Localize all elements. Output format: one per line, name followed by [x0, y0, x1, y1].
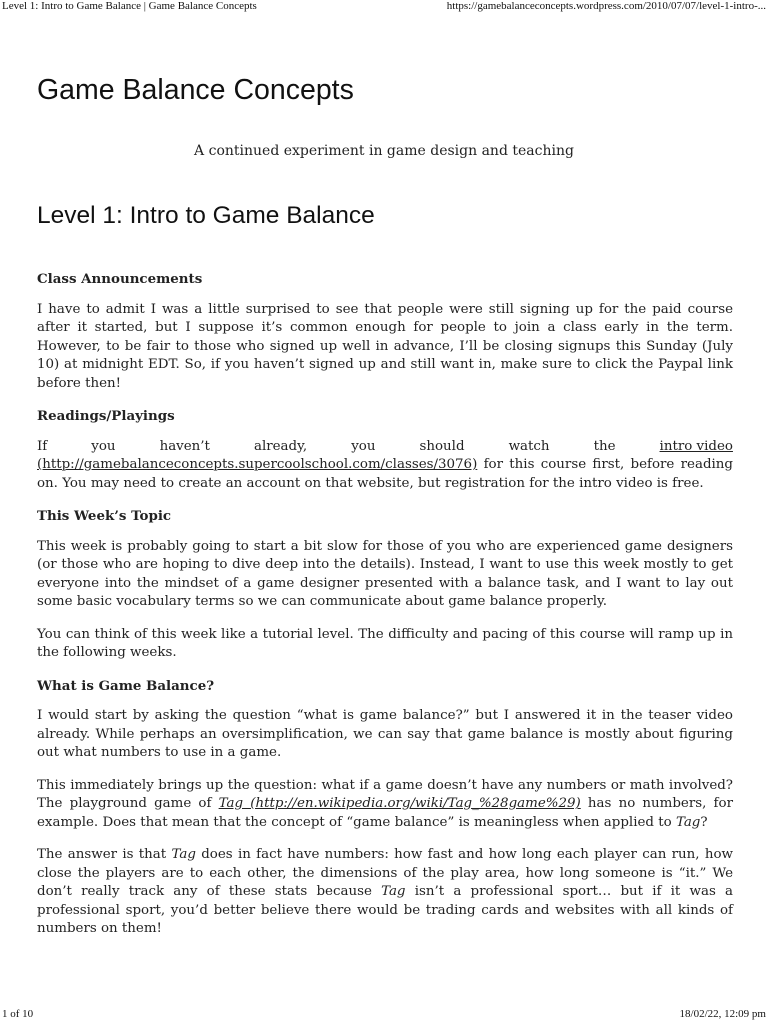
- readings-first-line: If you haven’t already, you should watch the intro video: [37, 438, 733, 457]
- intro-video-link[interactable]: intro video: [659, 438, 733, 454]
- paragraph-topic-2: You can think of this week like a tutorial level. The difficulty and pacing of this course will ramp up in the following weeks.: [37, 626, 733, 660]
- site-title[interactable]: Game Balance Concepts: [37, 74, 354, 106]
- intro-video-url-link[interactable]: (http://gamebalanceconcepts.supercoolschool.com/classes/3076): [37, 457, 478, 472]
- print-timestamp: 18/02/22, 12:09 pm: [679, 1008, 766, 1020]
- heading-readings: Readings/Playings: [37, 408, 175, 424]
- paragraph-whatis-1: I would start by asking the question “what is game balance?” but I answered it in the teaser video already. While perhaps an oversimplification, we can say that game balance is mostly about figuring out what numbers to use in a game.: [37, 708, 733, 760]
- tag-wikipedia-link[interactable]: Tag (http://en.wikipedia.org/wiki/Tag_%28game%29): [218, 796, 581, 811]
- print-header: [0, 0, 768, 14]
- paragraph-announcements: I have to admit I was a little surprised to see that people were still signing up for the paid course after it started, but I suppose it’s common enough for people to join a class early in the term. However, to be fair to those who signed up well in advance, I’ll be closing signups this Sunday (July 10) at midnight EDT. So, if you haven’t signed up and still want in, make sure to click the Paypal link before then!: [37, 301, 733, 391]
- paragraph-readings: (http://gamebalanceconcepts.supercoolschool.com/classes/3076) for this course first, before reading on. You may need to create an account on that website, but registration for the intro video is free.: [37, 457, 733, 491]
- heading-what-is-game-balance: What is Game Balance?: [37, 677, 215, 694]
- site-tagline: A continued experiment in game design and teaching: [194, 143, 574, 159]
- heading-this-weeks-topic: This Week’s Topic: [37, 508, 172, 524]
- post-content: [37, 270, 733, 939]
- paragraph-whatis-3: The answer is that Tag does in fact have numbers: how fast and how long each player can run, how close the players are to each other, the dimensions of the play area, how long someone is “it.” We don’t really track any of these stats because Tag isn’t a professional sport… but if it was a professional sport, you’d better believe there would be trading cards and websites with all kinds of numbers on them!: [37, 847, 733, 936]
- post-title[interactable]: Level 1: Intro to Game Balance: [37, 202, 375, 229]
- print-footer: [0, 1008, 768, 1022]
- paragraph-topic-1: This week is probably going to start a bit slow for those of you who are experienced game designers (or those who are hoping to dive deep into the details). Instead, I want to use this week mostly to get everyone into the mindset of a game designer presented with a balance task, and I want to lay out some basic vocabulary terms so we can communicate about game balance properly.: [37, 538, 733, 609]
- paragraph-whatis-2: This immediately brings up the question: what if a game doesn’t have any numbers or math involved? The playground game of Tag (http://en.wikipedia.org/wiki/Tag_%28game%29) has no numbers, for example. Does that mean that the concept of “game balance” is meaningless when applied to Tag?: [37, 777, 733, 830]
- page-count: 1 of 10: [2, 1008, 34, 1020]
- print-header-title: Level 1: Intro to Game Balance | Game Balance Concepts: [2, 0, 257, 12]
- print-header-url: https://gamebalanceconcepts.wordpress.com/2010/07/07/level-1-intro-...: [446, 0, 766, 12]
- heading-class-announcements: Class Announcements: [37, 271, 203, 287]
